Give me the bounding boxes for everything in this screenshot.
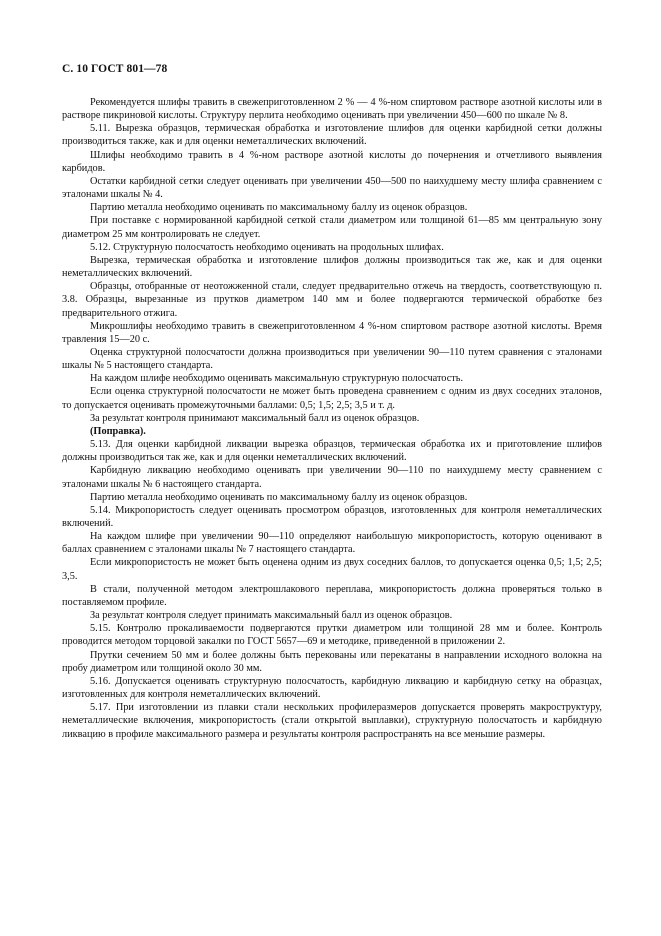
paragraph: В стали, полученной методом электрошлакового переплава, микропористость должна проверяться только в поставляемом профиле. xyxy=(62,583,602,608)
paragraph: Рекомендуется шлифы травить в свежеприготовленном 2 % — 4 %-ном спиртовом растворе азотной кислоты или в растворе пикриновой кислоты. Структуру перлита необходимо оценивать при увеличении 450—600 по шкале № 8. xyxy=(62,97,602,122)
document-page xyxy=(62,62,602,741)
paragraph: Прутки сечением 50 мм и более должны быть перекованы или перекатаны в направлении исходного волокна на пробу диаметром или толщиной около 30 мм. xyxy=(62,649,602,674)
page-header: С. 10 ГОСТ 801—78 xyxy=(62,63,168,75)
paragraph: Если микропористость не может быть оценена одним из двух соседних баллов, то допускается оценка 0,5; 1,5; 2,5; 3,5. xyxy=(62,557,602,582)
paragraph: 5.11. Вырезка образцов, термическая обработка и изготовление шлифов для оценки карбидной сетки должны производиться также, как и для оценки неметаллических включений. xyxy=(62,123,602,148)
paragraph: На каждом шлифе при увеличении 90—110 определяют наибольшую микропористость, которую оценивают в баллах сравнением с эталонами шкалы № 7 настоящего стандарта. xyxy=(62,531,602,556)
paragraph: Партию металла необходимо оценивать по максимальному баллу из оценок образцов. xyxy=(90,491,468,503)
paragraph: При поставке с нормированной карбидной сеткой стали диаметром или толщиной 61—85 мм центральную зону диаметром 25 мм контролировать не следует. xyxy=(62,215,602,240)
amendment-note: (Поправка). xyxy=(90,425,146,437)
paragraph: За результат контроля принимают максимальный балл из оценок образцов. xyxy=(90,412,420,424)
paragraph: Оценка структурной полосчатости должна производиться при увеличении 90—110 путем сравнения с эталонами шкалы № 5 настоящего стандарта. xyxy=(62,346,602,372)
paragraph: Вырезка, термическая обработка и изготовление шлифов должны производиться так же, как и для оценки неметаллических включений. xyxy=(62,254,602,280)
paragraph: За результат контроля следует принимать максимальный балл из оценок образцов. xyxy=(90,610,453,622)
paragraph: 5.15. Контролю прокаливаемости подвергаются прутки диаметром или толщиной 28 мм и более. Контроль проводится методом торцовой закалки по ГОСТ 5657—69 и методике, приведенной в приложении 2. xyxy=(62,623,602,648)
paragraph: Если оценка структурной полосчатости не может быть проведена сравнением с одним из двух соседних эталонов, то допускается оценивать промежуточными баллами: 0,5; 1,5; 2,5; 3,5 и т. д. xyxy=(62,386,602,411)
paragraph: 5.16. Допускается оценивать структурную полосчатость, карбидную ликвацию и карбидную сетку на образцах, изготовленных для контроля неметаллических включений. xyxy=(62,675,602,701)
paragraph: Карбидную ликвацию необходимо оценивать при увеличении 90—110 по наихудшему месту сравнением с эталонами шкалы № 6 настоящего стандарта. xyxy=(62,465,602,490)
paragraph: Шлифы необходимо травить в 4 %-ном растворе азотной кислоты до почернения и отчетливого выявления карбидов. xyxy=(62,149,602,174)
paragraph: Образцы, отобранные от неотожженной стали, следует предварительно отжечь на твердость, соответствующую п. 3.8. Образцы, вырезанные из прутков диаметром 140 мм и более подвергаются термической обработке без предварительного отжига. xyxy=(62,281,602,319)
paragraph: Остатки карбидной сетки следует оценивать при увеличении 450—500 по наихудшему месту шлифа сравнением с эталонами шкалы № 4. xyxy=(62,175,602,201)
paragraph: 5.13. Для оценки карбидной ликвации вырезка образцов, термическая обработка их и приготовление шлифов должны производиться так же, как и для оценки неметаллических включений. xyxy=(62,439,602,464)
paragraph: 5.12. Структурную полосчатость необходимо оценивать на продольных шлифах. xyxy=(90,241,444,253)
paragraph: 5.17. При изготовлении из плавки стали нескольких профилеразмеров допускается проверять макроструктуру, неметаллические включения, микропористость (стали открытой выплавки), структурную полосчатость и карбидную ликвацию в профиле максимального размера и результаты контроля распространять на все меньшие размеры. xyxy=(62,702,602,740)
paragraph: Партию металла необходимо оценивать по максимальному баллу из оценок образцов. xyxy=(90,202,468,214)
paragraph: На каждом шлифе необходимо оценивать максимальную структурную полосчатость. xyxy=(90,373,464,385)
paragraph: Микрошлифы необходимо травить в свежеприготовленном 4 %-ном спиртовом растворе азотной кислоты. Время травления 15—20 с. xyxy=(62,320,602,345)
paragraph: 5.14. Микропористость следует оценивать просмотром образцов, изготовленных для контроля неметаллических включений. xyxy=(62,504,602,529)
